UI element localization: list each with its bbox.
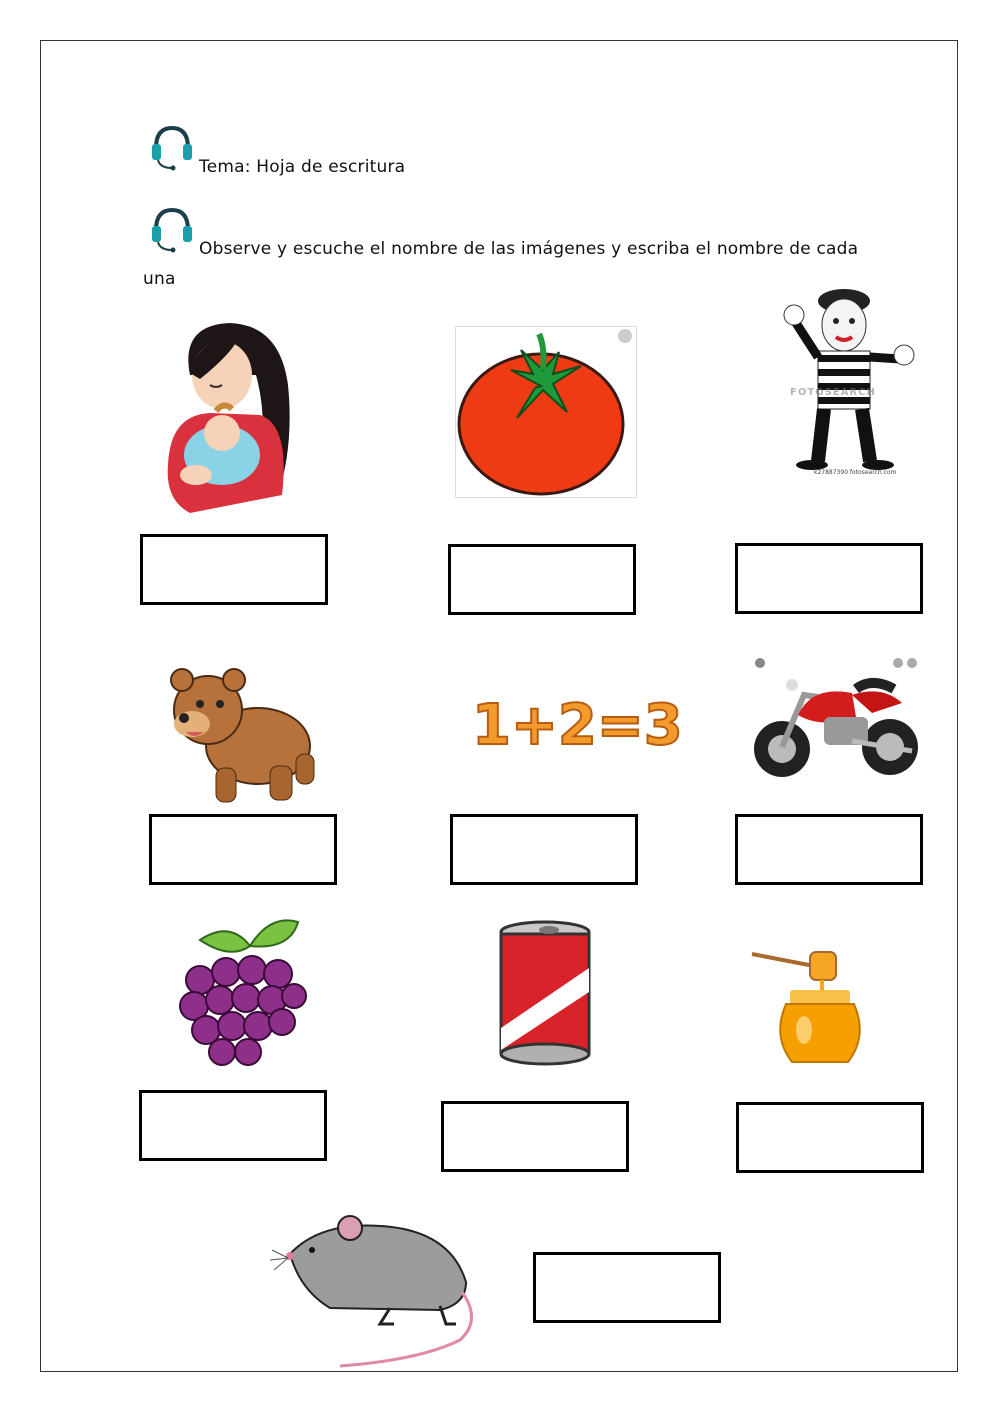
answer-box[interactable] <box>533 1252 721 1323</box>
honey-jar-icon <box>752 946 868 1070</box>
rat-icon <box>270 1200 490 1372</box>
tomato-icon <box>455 326 637 498</box>
answer-box[interactable] <box>448 544 636 615</box>
image-caption: k27887390 fotosearch.com <box>814 469 897 476</box>
headset-icon[interactable] <box>150 204 194 254</box>
mime-icon <box>778 283 918 479</box>
soda-can-icon <box>495 918 595 1068</box>
instruction-line-continued: una <box>143 269 176 289</box>
mother-baby-icon <box>160 315 300 520</box>
instruction-line: Observe y escuche el nombre de las imágenes y escriba el nombre de cada <box>199 239 859 259</box>
motorcycle-icon <box>752 655 922 785</box>
answer-box[interactable] <box>450 814 638 885</box>
sum-text: 1+2=3 <box>472 693 683 758</box>
bear-icon <box>160 662 320 808</box>
watermark: FOTOSEARCH <box>790 387 876 398</box>
answer-box[interactable] <box>140 534 328 605</box>
sum-icon <box>470 688 683 758</box>
answer-box[interactable] <box>149 814 337 885</box>
headset-icon[interactable] <box>150 122 194 172</box>
answer-box[interactable] <box>735 814 923 885</box>
answer-box[interactable] <box>139 1090 327 1161</box>
topic-line: Tema: Hoja de escritura <box>199 157 406 177</box>
grapes-icon <box>170 910 320 1070</box>
answer-box[interactable] <box>735 543 923 614</box>
answer-box[interactable] <box>441 1101 629 1172</box>
answer-box[interactable] <box>736 1102 924 1173</box>
